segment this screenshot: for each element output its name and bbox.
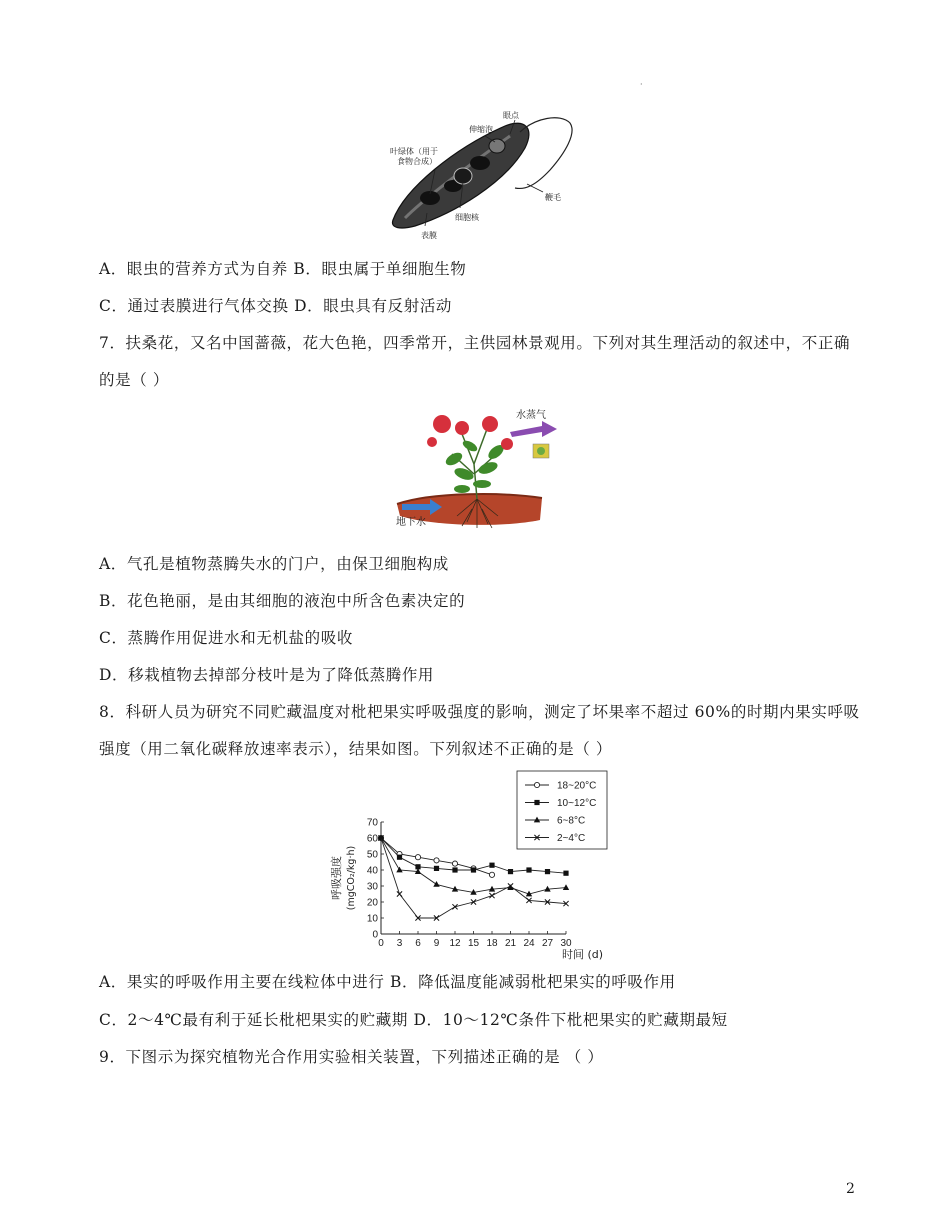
q6-options-line-1: A．眼虫的营养方式为自养 B．眼虫属于单细胞生物 bbox=[99, 260, 467, 278]
y-tick-label: 20 bbox=[366, 897, 378, 909]
x-tick-label: 9 bbox=[433, 938, 440, 949]
vapor-arrow bbox=[510, 421, 557, 437]
data-point bbox=[433, 881, 439, 887]
y-tick-label: 10 bbox=[366, 913, 378, 925]
nucleus-shape bbox=[454, 168, 472, 184]
flagellum-line bbox=[515, 118, 572, 189]
vapor-label: 水蒸气 bbox=[516, 410, 546, 421]
legend-marker bbox=[534, 782, 539, 787]
respiration-chart bbox=[325, 768, 610, 963]
data-point bbox=[397, 855, 402, 860]
q7-option-b: B．花色艳丽，是由其细胞的液泡中所含色素决定的 bbox=[99, 592, 466, 610]
q6-options-line-2: C．通过表膜进行气体交换 D．眼虫具有反射活动 bbox=[99, 297, 453, 315]
series-line bbox=[381, 838, 566, 918]
eyespot-label: 眼点 bbox=[503, 111, 519, 120]
data-point bbox=[471, 867, 476, 872]
data-point bbox=[489, 893, 494, 898]
y-axis-label-2: (mgCO₂/kg·h) bbox=[346, 845, 357, 911]
page-number: 2 bbox=[846, 1181, 855, 1197]
q8-stem-line-1: 8．科研人员为研究不同贮藏温度对枇杷果实呼吸强度的影响，测定了坏果率不超过 60%的时期内果实呼吸 bbox=[99, 703, 860, 721]
data-point bbox=[396, 867, 402, 873]
data-point bbox=[489, 863, 494, 868]
data-point bbox=[434, 866, 439, 871]
leaves-shape bbox=[444, 439, 506, 493]
data-point bbox=[545, 869, 550, 874]
x-tick-label: 21 bbox=[504, 938, 517, 949]
legend-label: 2~4°C bbox=[557, 833, 586, 844]
x-axis-label: 时间 (d) bbox=[562, 948, 604, 961]
x-tick-label: 0 bbox=[378, 938, 384, 949]
y-tick-label: 40 bbox=[366, 865, 378, 877]
contractile-vacuole-label: 伸缩泡 bbox=[469, 125, 493, 134]
q8-options-line-2: C．2～4℃最有利于延长枇杷果实的贮藏期 D．10～12℃条件下枇杷果实的贮藏期最短 bbox=[99, 1011, 728, 1029]
x-tick-label: 30 bbox=[560, 938, 572, 949]
data-point bbox=[452, 867, 457, 872]
y-axis-label-1: 呼吸强度 bbox=[330, 856, 343, 900]
data-point bbox=[489, 872, 494, 877]
y-tick-label: 60 bbox=[366, 833, 378, 845]
legend-label: 6~8°C bbox=[557, 815, 586, 827]
hibiscus-figure bbox=[392, 404, 567, 534]
data-point bbox=[397, 891, 402, 896]
data-point bbox=[434, 858, 439, 863]
legend-marker bbox=[534, 800, 539, 805]
membrane-label: 表膜 bbox=[421, 231, 437, 240]
data-point bbox=[526, 867, 531, 872]
x-tick-label: 18 bbox=[486, 938, 498, 949]
q7-stem-line-1: 7．扶桑花，又名中国蔷薇，花大色艳，四季常开，主供园林景观用。下列对其生理活动的叙述中，不正确 bbox=[99, 334, 851, 352]
data-point bbox=[452, 904, 457, 909]
x-tick-label: 27 bbox=[541, 938, 554, 949]
data-point bbox=[508, 869, 513, 874]
q8-options-line-1: A．果实的呼吸作用主要在线粒体中进行 B．降低温度能减弱枇杷果实的呼吸作用 bbox=[99, 973, 676, 991]
q7-option-d: D．移栽植物去掉部分枝叶是为了降低蒸腾作用 bbox=[99, 666, 435, 684]
data-point bbox=[563, 871, 568, 876]
x-tick-label: 15 bbox=[467, 938, 480, 949]
chloroplast-label-2: 食物合成） bbox=[397, 157, 437, 166]
y-tick-label: 30 bbox=[366, 881, 378, 893]
data-point bbox=[415, 855, 420, 860]
x-tick-label: 24 bbox=[523, 938, 535, 949]
y-tick-label: 70 bbox=[366, 817, 378, 829]
legend-label: 18~20°C bbox=[557, 780, 597, 792]
y-tick-label: 50 bbox=[366, 849, 378, 861]
x-tick-label: 6 bbox=[415, 938, 421, 949]
groundwater-label: 地下水 bbox=[396, 517, 426, 528]
y-tick-label: 0 bbox=[372, 929, 378, 941]
flagellum-label: 鞭毛 bbox=[545, 193, 561, 202]
q8-stem-line-2: 强度（用二氧化碳释放速率表示），结果如图。下列叙述不正确的是（ ） bbox=[99, 740, 612, 758]
data-point bbox=[471, 899, 476, 904]
x-tick-label: 3 bbox=[396, 938, 403, 949]
q7-option-a: A．气孔是植物蒸腾失水的门户，由保卫细胞构成 bbox=[99, 555, 449, 573]
q7-stem-line-2: 的是（ ） bbox=[99, 371, 169, 389]
data-point bbox=[452, 861, 457, 866]
data-point bbox=[563, 884, 569, 890]
nucleus-label: 细胞核 bbox=[455, 213, 479, 222]
contractile-vacuole-shape bbox=[489, 139, 505, 153]
euglena-figure bbox=[385, 108, 585, 243]
stray-dot: · bbox=[640, 80, 643, 89]
q9-stem: 9．下图示为探究植物光合作用实验相关装置，下列描述正确的是 （ ） bbox=[99, 1048, 604, 1066]
q7-option-c: C．蒸腾作用促进水和无机盐的吸收 bbox=[99, 629, 353, 647]
legend-label: 10~12°C bbox=[557, 798, 597, 809]
x-tick-label: 12 bbox=[449, 938, 461, 949]
chloroplast-label-1: 叶绿体（用于 bbox=[390, 147, 438, 156]
